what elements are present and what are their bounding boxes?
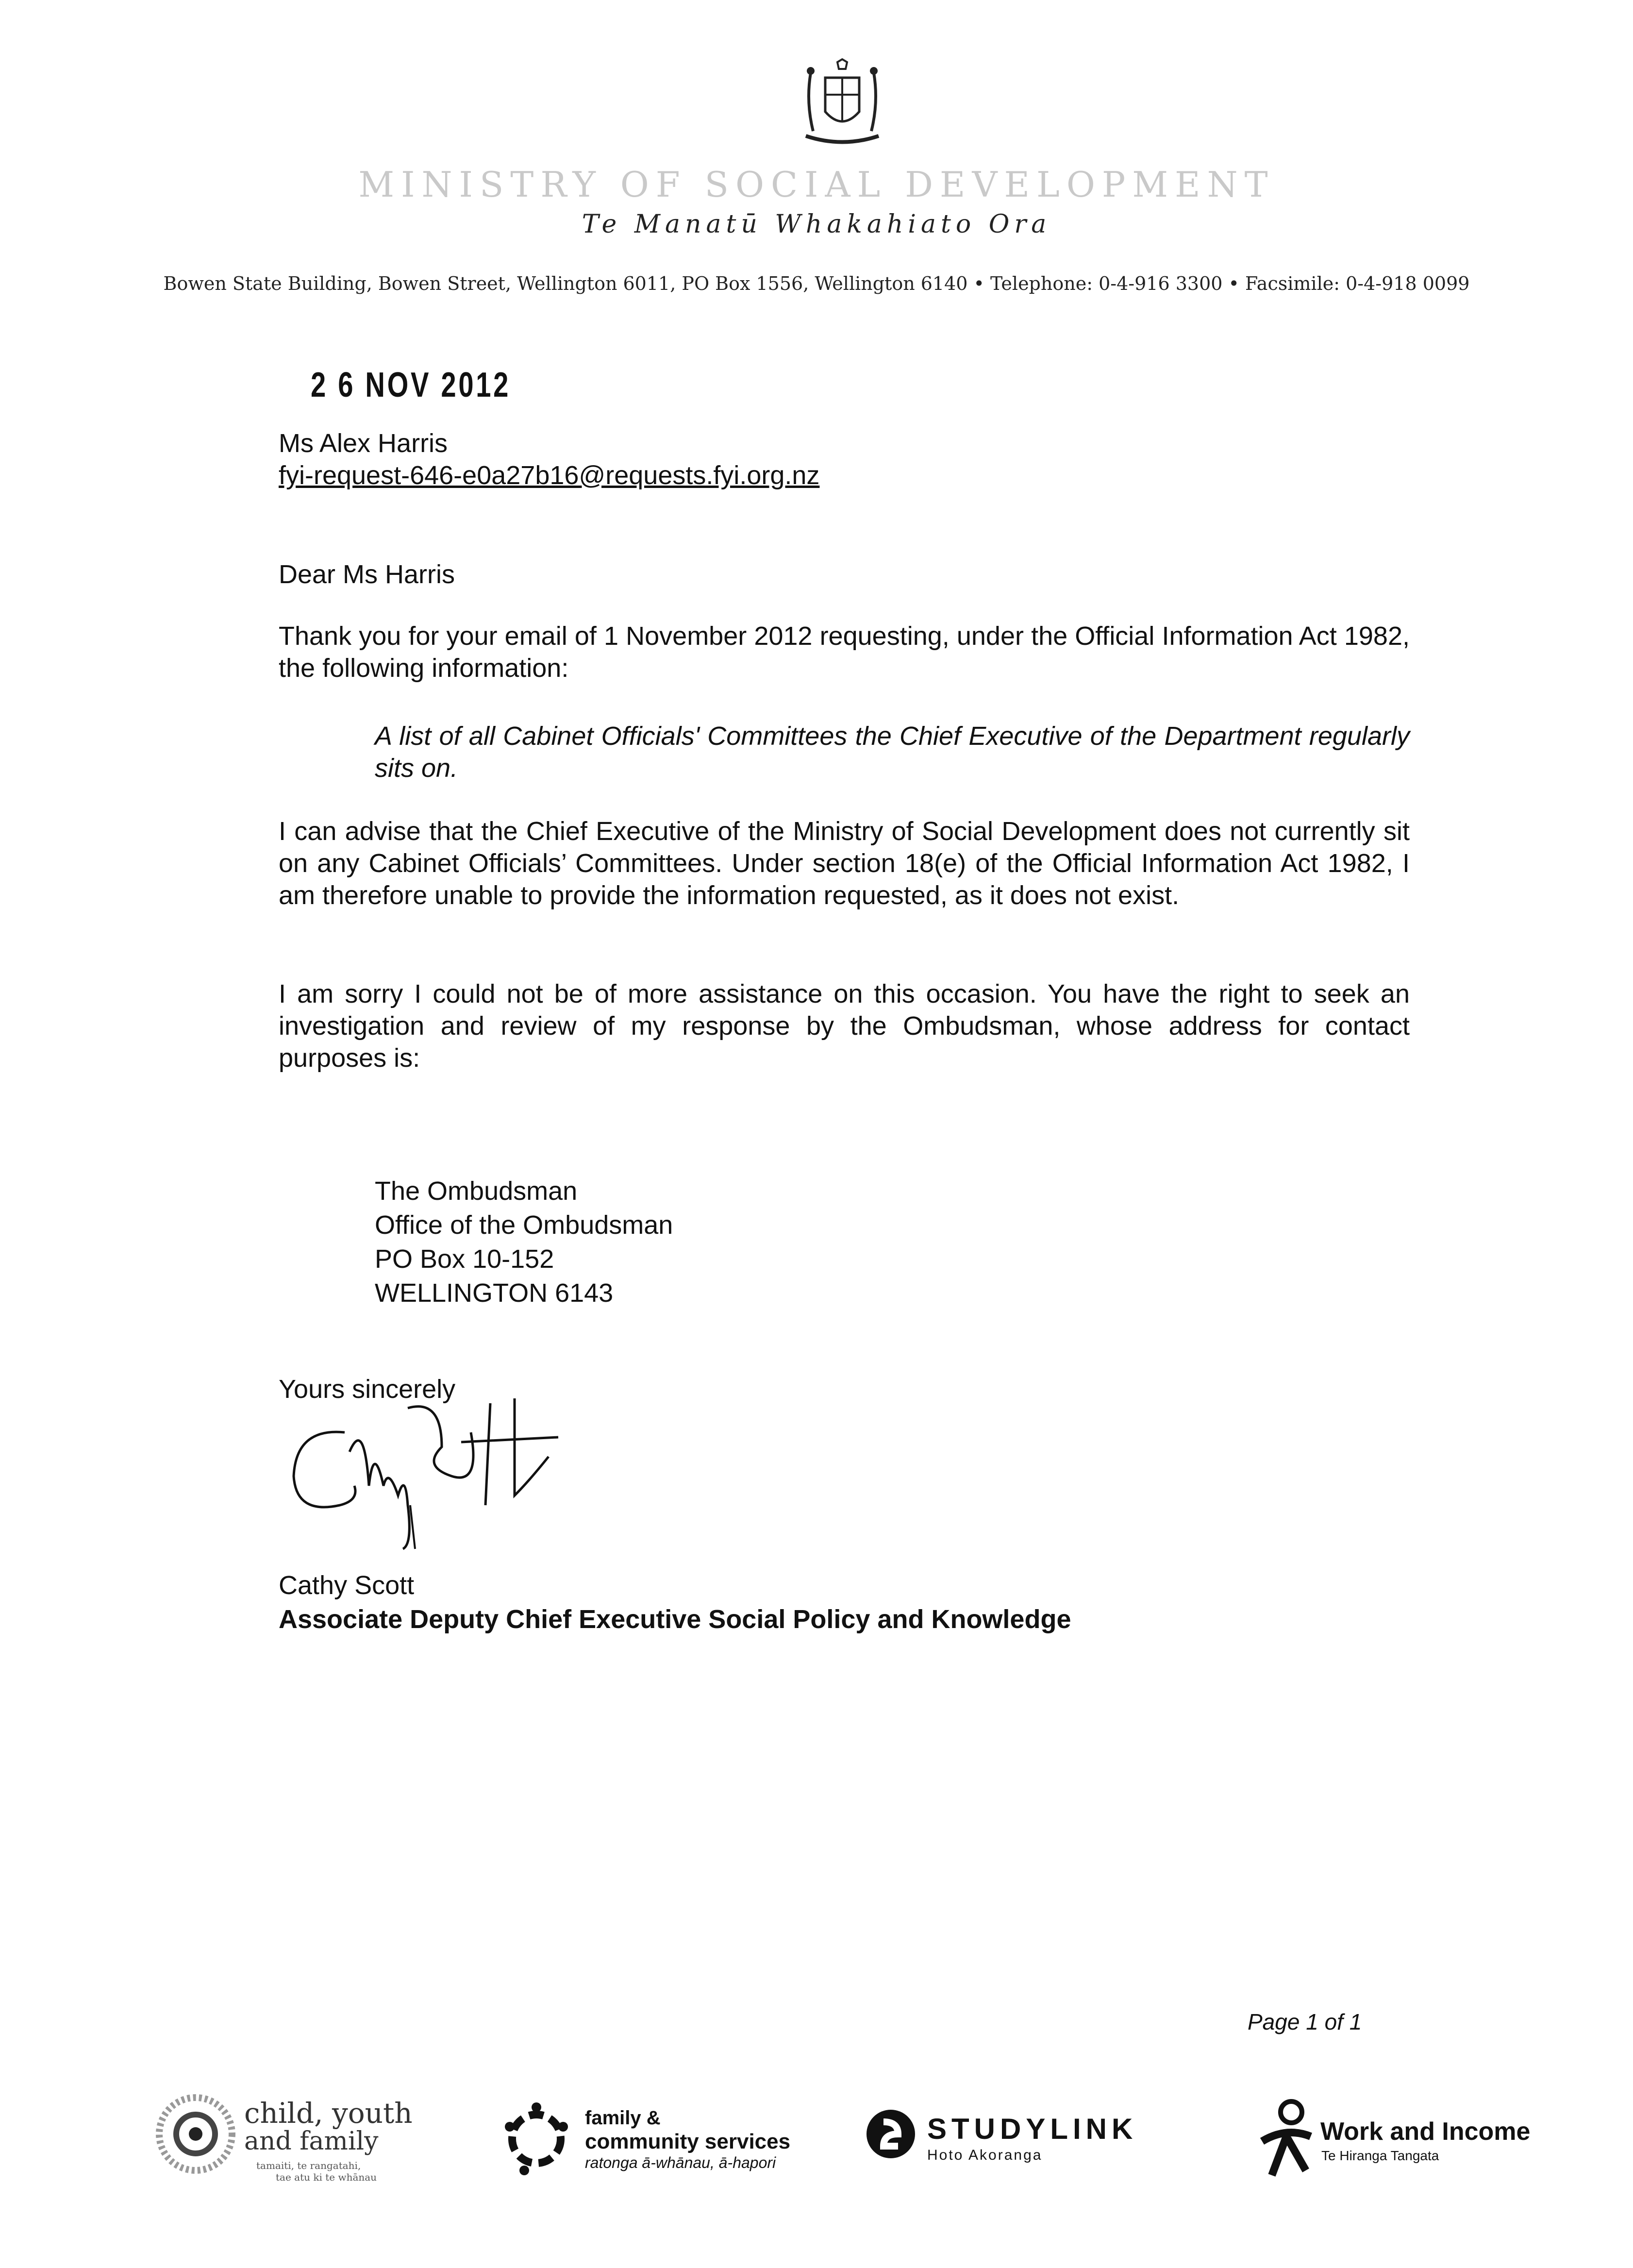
paragraph-1: Thank you for your email of 1 November 2012 requesting, under the Official Information Act 1982, the following information: [279,622,1410,683]
closing: Yours sincerely [279,1375,456,1404]
cyf-line-2: and family [244,2127,379,2156]
wi-line-2: Te Hiranga Tangata [1321,2148,1439,2163]
cyf-swirl-icon [154,2093,237,2175]
studylink-line-1: STUDYLINK [927,2113,1138,2145]
paragraph-2: I can advise that the Chief Executive of the Ministry of Social Development does not currently sit on any Cabinet Officials’ Committees. Under section 18(e) of the Official Information Act 1982, I am therefore unable to provide the information requested, as it does not exist. [279,817,1410,910]
wi-line-1: Work and Income [1320,2117,1531,2146]
fcs-line-1: family & [585,2107,661,2129]
child-youth-family-logo [154,2088,426,2185]
address-line: Bowen State Building, Bowen Street, Wellington 6011, PO Box 1556, Wellington 6140 • Telephone: 0-4-916 3300 • Facsimile: 0-4-918 0099 [163,273,1470,294]
cyf-line-1: child, youth [244,2097,413,2130]
fcs-line-3: ratonga ā-whānau, ā-hapori [585,2154,776,2171]
address-line-4: WELLINGTON 6143 [375,1278,614,1308]
studylink-logo [864,2088,1204,2185]
signatory-name: Cathy Scott [279,1571,415,1600]
handwritten-signature-icon [286,1389,617,1583]
work-and-income-logo [1252,2088,1544,2185]
family-community-services-logo [495,2088,806,2185]
address-line-3: PO Box 10-152 [375,1244,554,1274]
quoted-request: A list of all Cabinet Officials' Committees the Chief Executive of the Department regularly sits on. [375,722,1410,783]
page-number: Page 1 of 1 [1248,2009,1362,2034]
signatory-title: Associate Deputy Chief Executive Social Policy and Knowledge [279,1605,1071,1634]
cyf-line-4: tae atu ki te whānau [276,2171,377,2183]
paragraph-3: I am sorry I could not be of more assistance on this occasion. You have the right to seek an investigation and review of my response by the Ombudsman, whose address for contact purposes is: [279,979,1410,1073]
studylink-line-2: Hoto Akoranga [927,2147,1043,2163]
address-line-1: The Ombudsman [375,1176,578,1206]
nz-coat-of-arms-icon [791,58,893,151]
fcs-figures-icon [495,2098,578,2180]
recipient-name: Ms Alex Harris [279,429,448,458]
salutation: Dear Ms Harris [279,560,455,589]
address-line-2: Office of the Ombudsman [375,1210,673,1240]
recipient-block [279,427,819,491]
fcs-line-2: community services [585,2130,791,2153]
wi-figure-icon [1252,2093,1320,2180]
date-stamp: 2 6 NOV 2012 [311,366,511,404]
organisation-name: MINISTRY OF SOCIAL DEVELOPMENT [358,164,1275,205]
recipient-email[interactable]: fyi-request-646-e0a27b16@requests.fyi.org.nz [279,461,820,490]
studylink-mark-icon [864,2107,917,2161]
cyf-line-3: tamaiti, te rangatahi, [256,2160,361,2171]
ombudsman-address [375,1174,673,1310]
organisation-maori-name: Te Manatū Whakahiato Ora [582,210,1051,239]
